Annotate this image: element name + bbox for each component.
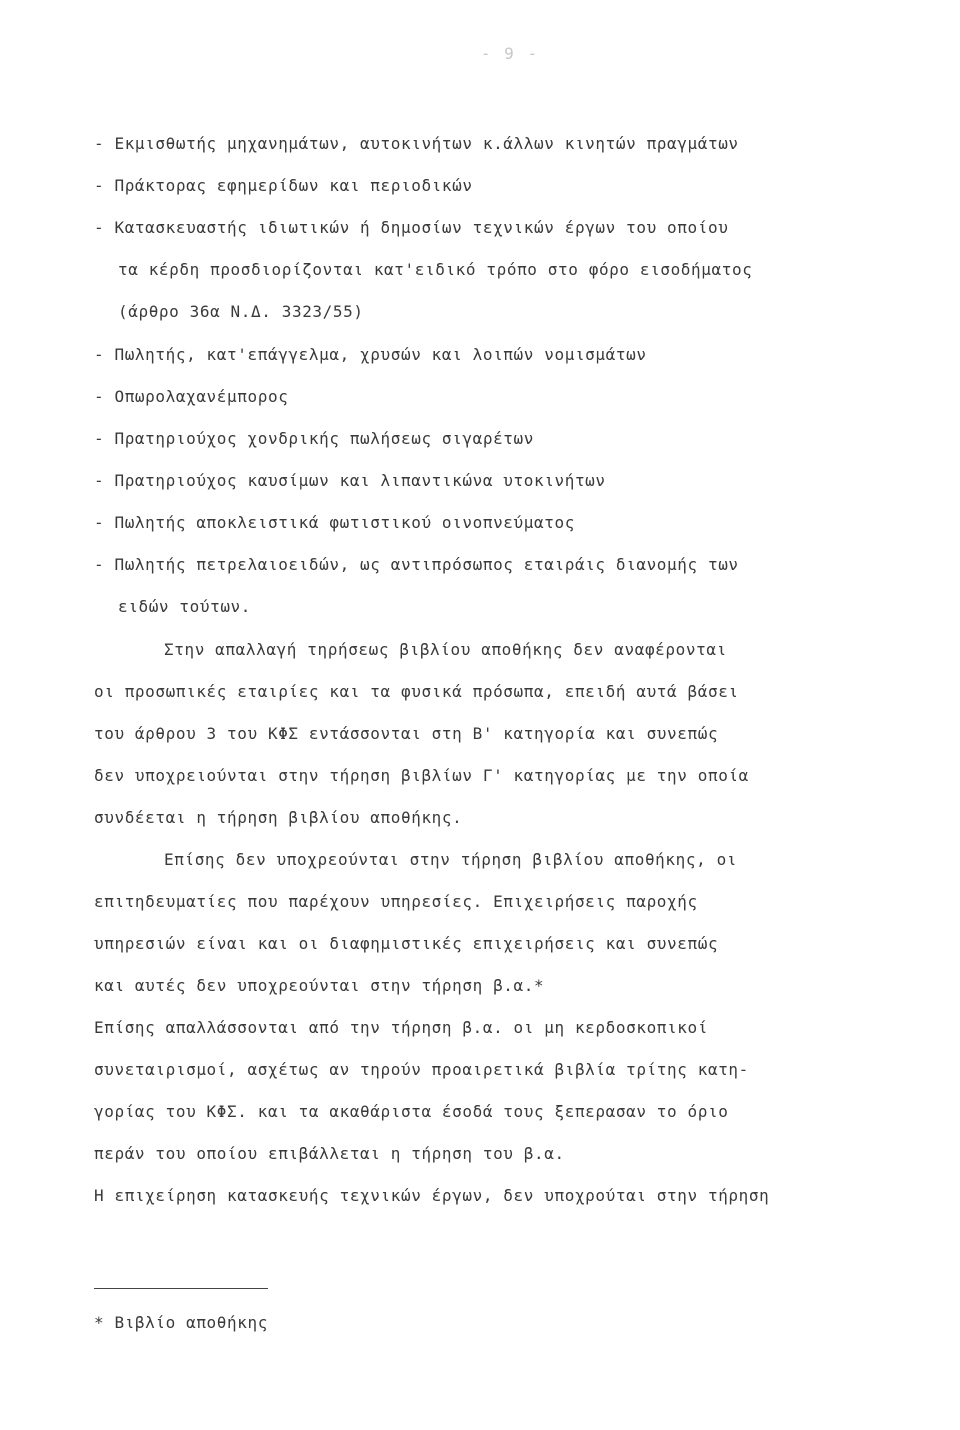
text-line: - Οπωρολαχανέμπορος: [94, 387, 289, 406]
paragraph-line: επιτηδευματίες που παρέχουν υπηρεσίες. Επιχειρήσεις παροχής: [94, 892, 698, 911]
text-line: - Πωλητής πετρελαιοειδών, ως αντιπρόσωπος εταιράις διανομής των: [94, 555, 739, 574]
page-number: - 9 -: [480, 44, 540, 63]
text-line: (άρθρο 36α Ν.Δ. 3323/55): [118, 302, 364, 321]
footnote: * Βιβλίο αποθήκης: [94, 1313, 268, 1332]
paragraph-line: δεν υποχρειούνται στην τήρηση βιβλίων Γ' κατηγορίας με την οποία: [94, 766, 749, 785]
paragraph-line: και αυτές δεν υποχρεούνται στην τήρηση β.α.*: [94, 976, 545, 995]
text-line: τα κέρδη προσδιορίζονται κατ'ειδικό τρόπο στο φόρο εισοδήματος: [118, 260, 753, 279]
paragraph-line: Επίσης δεν υποχρεούνται στην τήρηση βιβλίου αποθήκης, οι: [164, 850, 738, 869]
text-line: - Πωλητής αποκλειστικά φωτιστικού οινοπνεύματος: [94, 513, 575, 532]
paragraph-line: Η επιχείρηση κατασκευής τεχνικών έργων, δεν υποχρούται στην τήρηση: [94, 1186, 770, 1205]
text-line: - Πρατηριούχος χονδρικής πωλήσεως σιγαρέτων: [94, 429, 535, 448]
text-line: ειδών τούτων.: [118, 597, 252, 616]
text-line: - Πωλητής, κατ'επάγγελμα, χρυσών και λοιπών νομισμάτων: [94, 345, 647, 364]
text-line: - Πρατηριούχος καυσίμων και λιπαντικώνα υτοκινήτων: [94, 471, 606, 490]
paragraph-line: περάν του οποίου επιβάλλεται η τήρηση του β.α.: [94, 1144, 565, 1163]
paragraph-line: Στην απαλλαγή τηρήσεως βιβλίου αποθήκης δεν αναφέρονται: [164, 640, 727, 659]
paragraph-line: Επίσης απαλλάσσονται από την τήρηση β.α. οι μη κερδοσκοπικοί: [94, 1018, 708, 1037]
paragraph-line: οι προσωπικές εταιρίες και τα φυσικά πρόσωπα, επειδή αυτά βάσει: [94, 682, 739, 701]
paragraph-line: υπηρεσιών είναι και οι διαφημιστικές επιχειρήσεις και συνεπώς: [94, 934, 719, 953]
paragraph-line: συνεταιρισμοί, ασχέτως αν τηρούν προαιρετικά βιβλία τρίτης κατη-: [94, 1060, 749, 1079]
footnote-divider: [94, 1288, 268, 1289]
paragraph-line: γορίας του ΚΦΣ. και τα ακαθάριστα έσοδά τους ξεπερασαν το όριο: [94, 1102, 729, 1121]
text-line: - Κατασκευαστής ιδιωτικών ή δημοσίων τεχνικών έργων του οποίου: [94, 218, 729, 237]
paragraph-line: του άρθρου 3 του ΚΦΣ εντάσσονται στη Β' κατηγορία και συνεπώς: [94, 724, 719, 743]
paragraph-line: συνδέεται η τήρηση βιβλίου αποθήκης.: [94, 808, 463, 827]
text-line: - Εκμισθωτής μηχανημάτων, αυτοκινήτων κ.άλλων κινητών πραγμάτων: [94, 134, 739, 153]
text-line: - Πράκτορας εφημερίδων και περιοδικών: [94, 176, 473, 195]
